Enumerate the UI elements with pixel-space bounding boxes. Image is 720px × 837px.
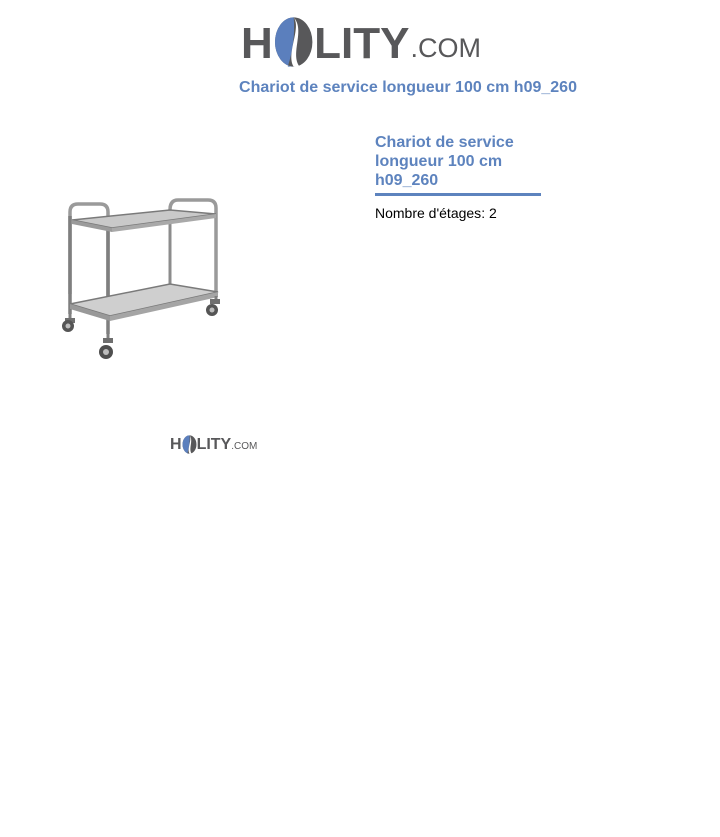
logo-o-icon [274, 16, 313, 68]
footer-logo-suffix: .COM [231, 441, 258, 452]
spec-label: Nombre d'étages [375, 205, 482, 221]
spec-separator: : [481, 205, 489, 221]
footer-logo-o-icon [182, 435, 197, 454]
logo-suffix: .COM [410, 33, 481, 63]
footer-logo-letter-h: H [170, 436, 182, 453]
page-title: Chariot de service longueur 100 cm h09_260 [239, 79, 577, 96]
product-name: Chariot de service longueur 100 cm h09_260 [375, 134, 514, 189]
logo-letter-h: H [241, 19, 273, 68]
logo-letters: LITY [314, 19, 410, 68]
footer-logo-letters: LITY [196, 436, 232, 453]
title-divider [375, 193, 541, 196]
site-logo[interactable] [241, 10, 481, 66]
service-trolley-image [58, 196, 224, 364]
footer-logo[interactable] [170, 433, 262, 453]
spec-value: 2 [488, 205, 497, 221]
spec-floors [375, 205, 497, 221]
